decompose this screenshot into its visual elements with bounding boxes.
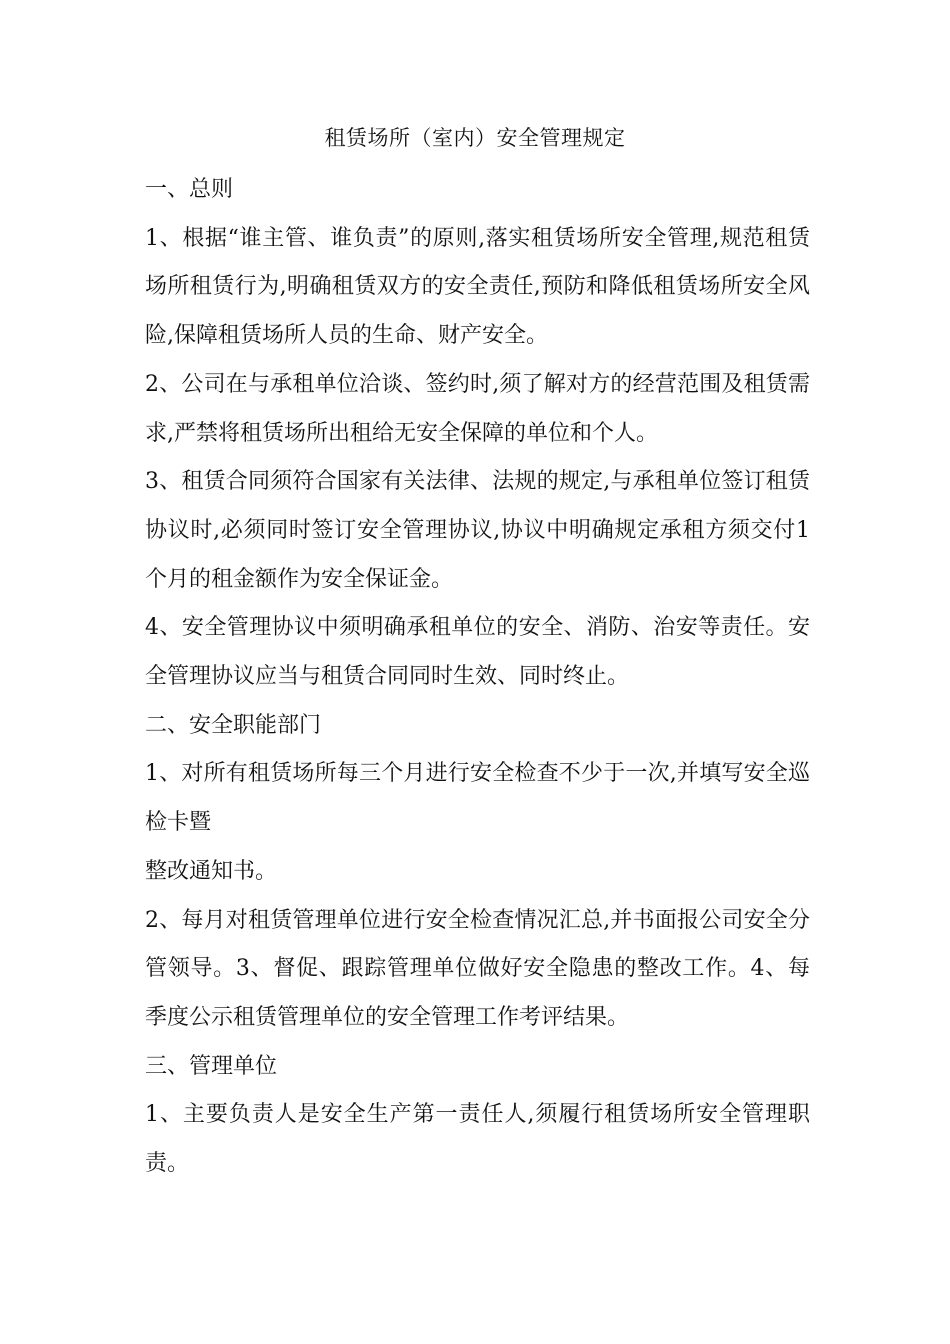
section-heading: 三、管理单位 <box>145 1053 278 1079</box>
section-heading: 一、总则 <box>145 177 234 202</box>
paragraph: 1、根据“谁主管、谁负责”的原则,落实租赁场所安全管理,规范租赁场所租赁行为,明确租赁双方的安全责任,预防和降低租赁场所安全风险,保障租赁场所人员的生命、财产安全。 <box>145 225 810 349</box>
paragraph: 整改通知书。 <box>145 858 278 884</box>
section-heading: 二、安全职能部门 <box>145 712 322 738</box>
paragraph: 2、公司在与承租单位洽谈、签约时,须了解对方的经营范围及租赁需求,严禁将租赁场所出租给无安全保障的单位和个人。 <box>145 371 810 446</box>
document-title: 租赁场所（室内）安全管理规定 <box>324 126 626 150</box>
paragraph: 2、每月对租赁管理单位进行安全检查情况汇总,并书面报公司安全分管领导。3、督促、跟踪管理单位做好安全隐患的整改工作。4、每季度公示租赁管理单位的安全管理工作考评结果。 <box>145 907 810 1030</box>
paragraph: 4、安全管理协议中须明确承租单位的安全、消防、治安等责任。安全管理协议应当与租赁合同同时生效、同时终止。 <box>145 615 810 690</box>
document-body <box>145 166 810 1189</box>
paragraph: 1、主要负责人是安全生产第一责任人,须履行租赁场所安全管理职责。 <box>145 1102 810 1177</box>
paragraph: 3、租赁合同须符合国家有关法律、法规的规定,与承租单位签订租赁协议时,必须同时签订安全管理协议,协议中明确规定承租方须交付1个月的租金额作为安全保证金。 <box>145 469 810 592</box>
paragraph: 1、对所有租赁场所每三个月进行安全检查不少于一次,并填写安全巡检卡暨 <box>145 761 810 836</box>
